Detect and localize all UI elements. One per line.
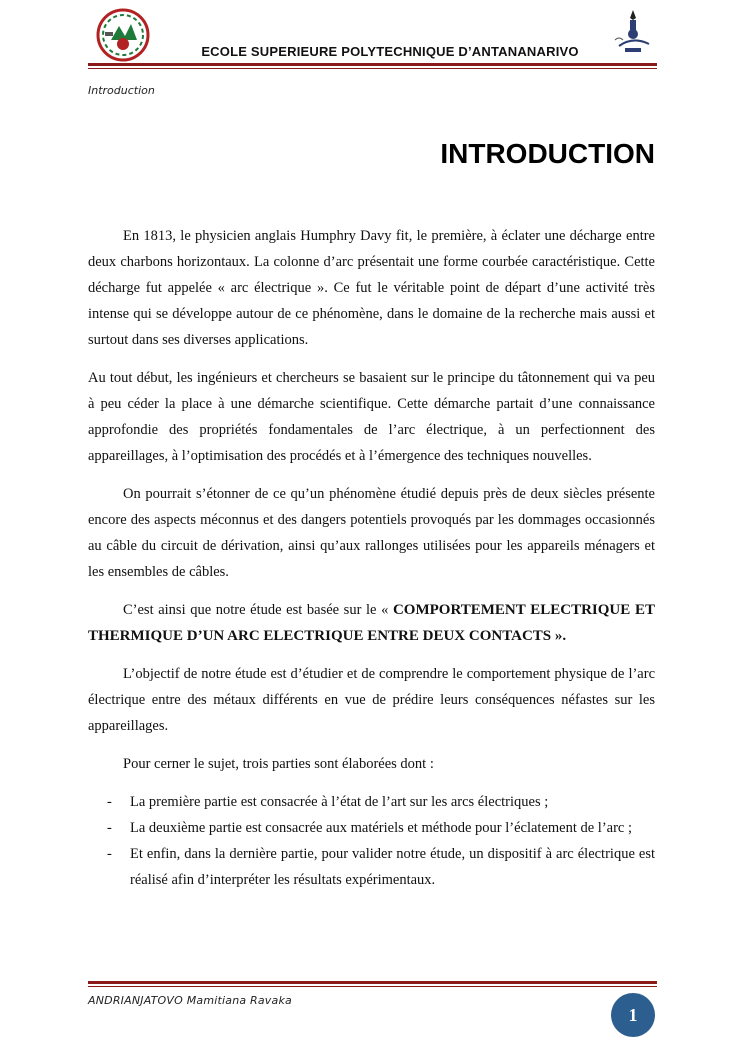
list-item [88, 815, 655, 841]
list-item-text: Et enfin, dans la dernière partie, pour valider notre étude, un dispositif à arc électrique est réalisé afin d’interpréter les résultats expérimentaux. [130, 846, 655, 888]
paragraph-intro: C’est ainsi que notre étude est basée sur le « [123, 602, 393, 618]
list-item [88, 841, 655, 893]
list-item-text: La deuxième partie est consacrée aux matériels et méthode pour l’éclatement de l’arc ; [130, 820, 633, 836]
paragraph: Pour cerner le sujet, trois parties sont élaborées dont : [123, 756, 434, 772]
body-text [88, 223, 655, 893]
page-title: INTRODUCTION [440, 138, 655, 169]
paragraph: On pourrait s’étonner de ce qu’un phénomène étudié depuis près de deux siècles présente encore des aspects méconnus et des dangers potentiels provoqués par les dommages occasionnés au câble du circuit de dérivation, ainsi qu’aux rallonges utilisées pour les appareils ménagers et les ensembles de câbles. [88, 486, 655, 580]
school-logo [95, 8, 151, 62]
bullet-dash: - [107, 794, 112, 810]
footer-author: ANDRIANJATOVO Mamitiana Ravaka [88, 994, 292, 1007]
page-number-badge: 1 [611, 993, 655, 1037]
study-title: COMPORTEMENT ELECTRIQUE ET THERMIQUE D’UN ARC ELECTRIQUE ENTRE DEUX CONTACTS ». [88, 602, 655, 644]
paragraph: En 1813, le physicien anglais Humphry Davy fit, le première, à éclater une décharge entre deux charbons horizontaux. La colonne d’arc présentait une forme courbée caractéristique. Cette décharge fut appelée « arc électrique ». Ce fut le véritable point de départ d’une activité très intense qui se développe autour de ce phénomène, dans le domaine de la recherche mais aussi et surtout dans ses diverses applications. [88, 228, 655, 348]
footer-rule-thin [88, 986, 657, 987]
paragraph: L’objectif de notre étude est d’étudier et de comprendre le comportement physique de l’arc électrique entre des métaux différents en vue de prédire leurs conséquences néfastes sur les appareillages. [88, 666, 655, 734]
list-item-text: La première partie est consacrée à l’état de l’art sur les arcs électriques ; [130, 794, 549, 810]
school-name: ECOLE SUPERIEURE POLYTECHNIQUE D’ANTANANARIVO [201, 44, 579, 59]
paragraph [88, 597, 655, 649]
footer-rule [88, 981, 657, 984]
header-rule-thin [88, 68, 657, 69]
parts-list [88, 789, 655, 893]
list-item [88, 789, 655, 815]
lab-logo [605, 6, 657, 58]
bullet-dash: - [107, 820, 112, 836]
running-head: Introduction [88, 84, 155, 97]
bullet-dash: - [107, 846, 112, 862]
paragraph: Au tout début, les ingénieurs et chercheurs se basaient sur le principe du tâtonnement qui va peu à peu céder la place à une démarche scientifique. Cette démarche partait d’une connaissance approfondie des propriétés fondamentales de l’arc électrique, à un perfectionnent des appareillages, à l’optimisation des procédés et à l’émergence des techniques nouvelles. [88, 370, 655, 464]
header-rule [88, 63, 657, 66]
